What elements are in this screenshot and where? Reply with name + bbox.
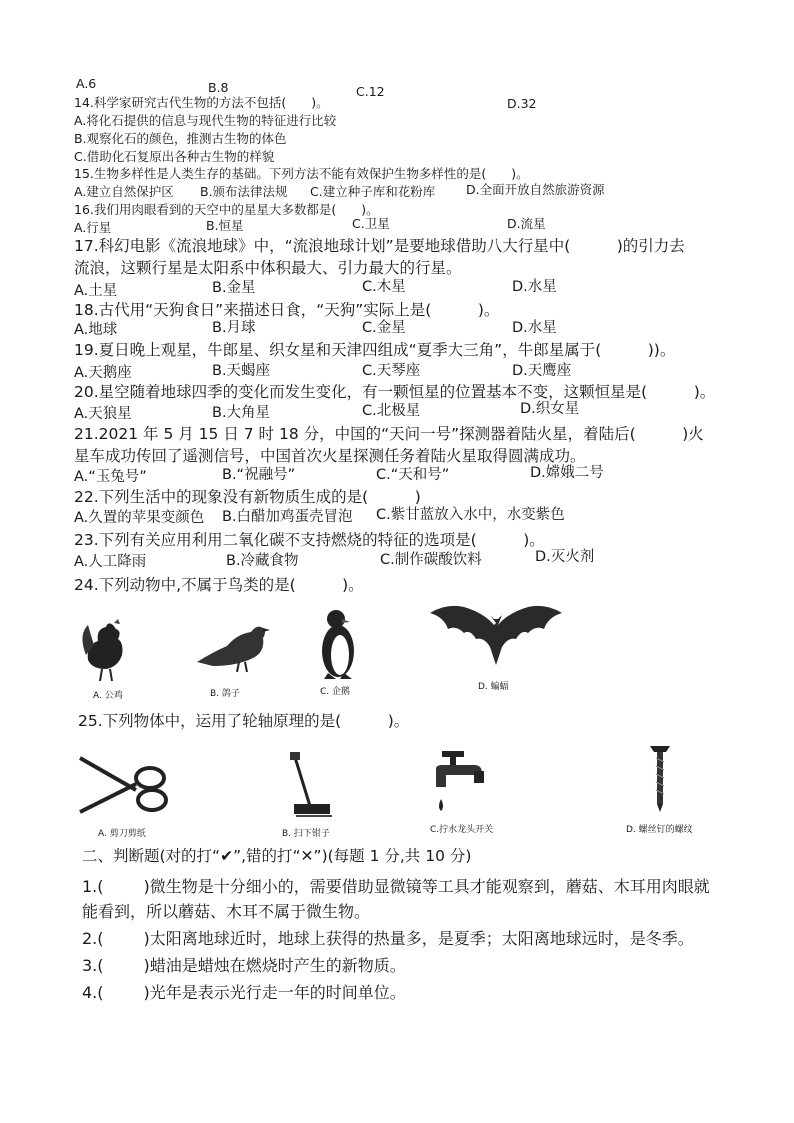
q18-option-b: B.月球 [212, 320, 256, 336]
judge-2-text: )太阳离地球近时，地球上获得的热量多，是夏季；太阳离地球远时，是冬季。 [143, 929, 694, 948]
q19-option-d: D.天鹰座 [512, 363, 572, 379]
question-17-cont: 流浪，这颗行星是太阳系中体积最大、引力最大的行星。 [74, 259, 462, 277]
bat-image [428, 603, 564, 669]
q21-option-c: C.“天和号” [376, 467, 450, 483]
q24-caption-d: D. 蝙蝠 [478, 682, 509, 692]
q16-option-d: D.流星 [507, 216, 546, 231]
q20-option-b: B.大角星 [212, 405, 271, 421]
judge-3-text: )蜡油是蜡烛在燃烧时产生的新物质。 [143, 956, 406, 975]
q15-option-c: C.建立种子库和花粉库 [310, 184, 436, 199]
judge-1-num: 1.( [82, 877, 104, 896]
judge-2-num: 2.( [82, 929, 104, 948]
q25-caption-c: C.拧水龙头开关 [430, 825, 494, 835]
q18-option-d: D.水星 [512, 320, 557, 336]
q20-option-d: D.织女星 [520, 401, 580, 417]
q23-option-d: D.灭火剂 [535, 549, 595, 565]
judge-item-1-cont: 能看到，所以蘑菇、木耳不属于微生物。 [82, 902, 371, 921]
option-c-top: C.12 [356, 84, 385, 99]
q17-option-a: A.土星 [74, 283, 118, 299]
q24-caption-a: A. 公鸡 [93, 691, 123, 701]
question-21: 21.2021 年 5 月 15 日 7 时 18 分，中国的“天问一号”探测器着陆火星，着陆后( )火 [74, 425, 704, 443]
q18-option-c: C.金星 [362, 320, 406, 336]
question-20: 20.星空随着地球四季的变化而发生变化，有一颗恒星的位置基本不变，这颗恒星是( )。 [74, 383, 716, 401]
q24-caption-b: B. 鸽子 [210, 689, 240, 699]
question-15: 15.生物多样性是人类生存的基础。下列方法不能有效保护生物多样性的是( )。 [74, 166, 529, 181]
judge-1-text: )微生物是十分细小的，需要借助显微镜等工具才能观察到，蘑菇、木耳用肉眼就 [143, 877, 710, 896]
judge-item-1 [82, 876, 710, 898]
option-d-top: D.32 [507, 96, 537, 111]
q16-option-c: C.卫星 [352, 216, 390, 231]
judge-item-2 [82, 928, 694, 950]
q21-option-d: D.嫦娥二号 [530, 465, 604, 481]
judge-4-text: )光年是表示光行走一年的时间单位。 [143, 983, 406, 1002]
question-23: 23.下列有关应用利用二氧化碳不支持燃烧的特征的选项是( )。 [74, 531, 545, 549]
q25-caption-b: B. 扫下钳子 [282, 829, 330, 839]
q23-option-a: A.人工降雨 [74, 554, 147, 570]
judge-item-3 [82, 955, 406, 977]
q21-option-a: A.“玉兔号” [74, 469, 147, 485]
q14-option-c: C.借助化石复原出各种古生物的样貌 [74, 149, 275, 164]
tool-image [284, 750, 336, 822]
q16-option-a: A.行星 [74, 220, 112, 235]
scissors-image [76, 752, 172, 818]
q20-option-a: A.天狼星 [74, 406, 132, 422]
q19-option-b: B.天蝎座 [212, 363, 271, 379]
question-24: 24.下列动物中,不属于鸟类的是( )。 [74, 576, 364, 594]
q18-option-a: A.地球 [74, 322, 118, 338]
q15-option-d: D.全面开放自然旅游资源 [466, 182, 605, 197]
q24-caption-c: C. 企鹅 [320, 687, 351, 697]
q16-option-b: B.恒星 [206, 218, 244, 233]
option-a-top: A.6 [76, 76, 97, 91]
q15-option-a: A.建立自然保护区 [74, 184, 174, 199]
q25-caption-a: A. 剪刀剪纸 [98, 829, 146, 839]
q17-option-b: B.金星 [212, 280, 256, 296]
faucet-image [430, 747, 486, 819]
pigeon-image [193, 612, 273, 676]
question-14: 14.科学家研究古代生物的方法不包括( )。 [74, 95, 329, 110]
q22-option-a: A.久置的苹果变颜色 [74, 510, 205, 526]
question-18: 18.古代用“天狗食日”来描述日食，“天狗”实际上是( )。 [74, 301, 500, 319]
question-21-cont: 星车成功传回了遥测信号，中国首次火星探测任务着陆火星取得圆满成功。 [74, 447, 586, 465]
question-22: 22.下列生活中的现象没有新物质生成的是( ) [74, 488, 421, 506]
q15-option-b: B.颁布法律法规 [200, 184, 288, 199]
judge-3-num: 3.( [82, 956, 104, 975]
q19-option-a: A.天鹅座 [74, 365, 132, 381]
q22-option-b: B.白醋加鸡蛋壳冒泡 [222, 509, 353, 525]
question-17: 17.科幻电影《流浪地球》中，“流浪地球计划”是要地球借助八大行星中( )的引力去 [74, 237, 685, 255]
screw-image [648, 744, 672, 814]
q19-option-c: C.天琴座 [362, 363, 421, 379]
question-16: 16.我们用肉眼看到的天空中的星星大多数都是( )。 [74, 202, 379, 217]
q23-option-b: B.冷藏食物 [226, 553, 299, 569]
question-25: 25.下列物体中，运用了轮轴原理的是( )。 [78, 712, 410, 730]
judge-item-4 [82, 982, 406, 1004]
penguin-image [316, 607, 360, 681]
q14-option-a: A.将化石提供的信息与现代生物的特征进行比较 [74, 113, 337, 128]
rooster-image [78, 615, 138, 685]
q14-option-b: B.观察化石的颜色，推测古生物的体色 [74, 131, 287, 146]
q20-option-c: C.北极星 [362, 403, 421, 419]
q17-option-d: D.水星 [512, 279, 557, 295]
q23-option-c: C.制作碳酸饮料 [380, 552, 482, 568]
question-19: 19.夏日晚上观星，牛郎星、织女星和天津四组成“夏季大三角”，牛郎星属于( ))。 [74, 341, 676, 359]
section2-title: 二、判断题(对的打“✔”,错的打“✕”)(每题 1 分,共 10 分) [82, 847, 472, 865]
option-b-top: B.8 [208, 80, 229, 95]
q25-caption-d: D. 螺丝钉的螺纹 [626, 825, 693, 835]
judge-4-num: 4.( [82, 983, 104, 1002]
q21-option-b: B.“祝融号” [222, 467, 296, 483]
q17-option-c: C.木星 [362, 279, 406, 295]
q22-option-c: C.紫甘蓝放入水中，水变紫色 [376, 507, 565, 523]
